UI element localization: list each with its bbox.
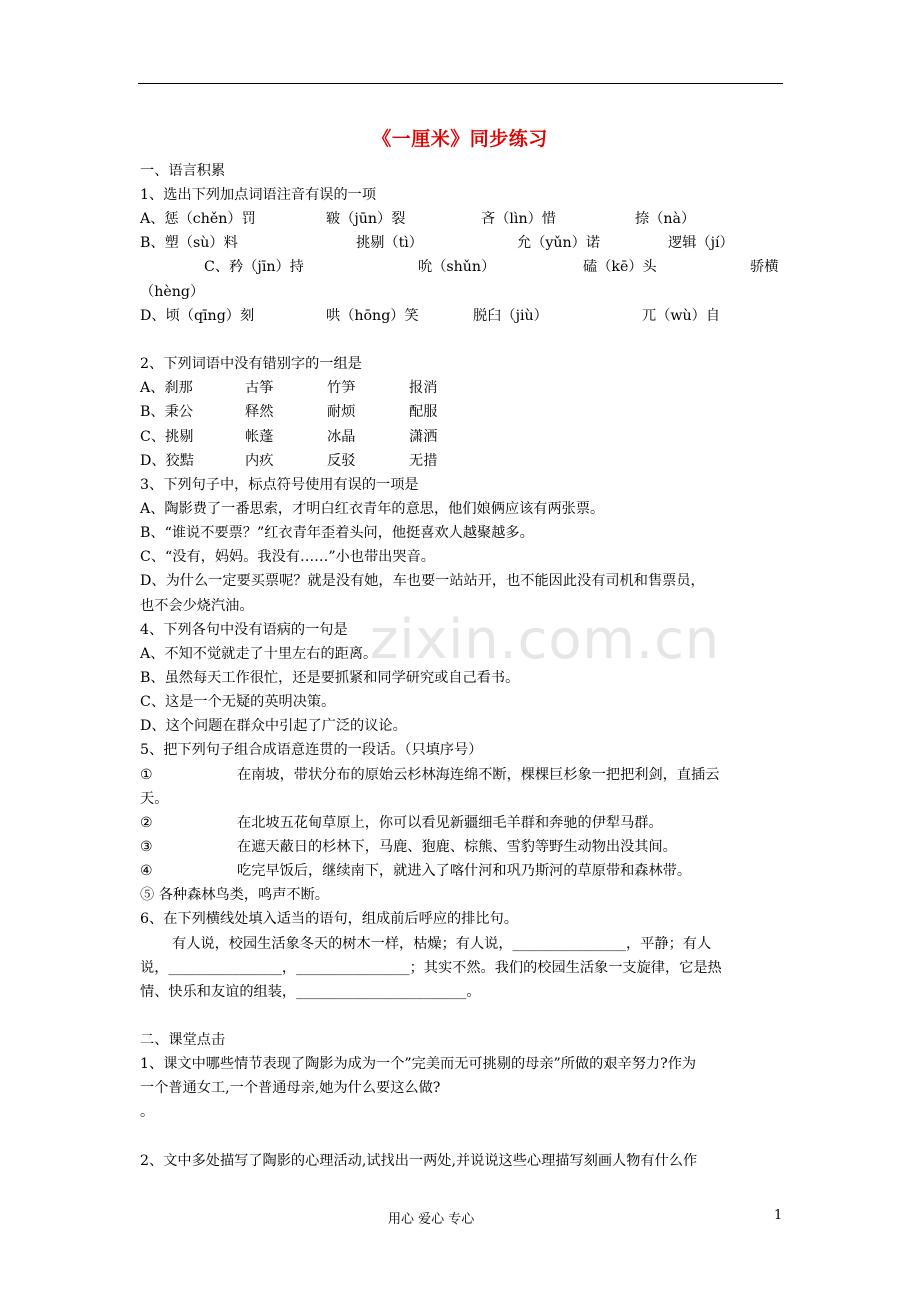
q2-a-3: 竹笋 (327, 380, 356, 396)
q4-option-d: D、这个问题在群众中引起了广泛的议论。 (140, 718, 407, 734)
q5-item-4-num: ④ (140, 863, 153, 879)
q3-option-d-line1: D、为什么一定要买票呢？就是没有她，车也要一站站开，也不能因此没有司机和售票员， (140, 573, 705, 589)
q2-c-4: 潇洒 (409, 429, 438, 445)
q3-option-d-line2: 也不会少烧汽油。 (140, 598, 254, 614)
q1-option-b-4: 逻辑（jí） (668, 235, 734, 251)
q2-a-1: A、刹那 (140, 380, 193, 396)
watermark: zixin.com.cn (370, 608, 721, 671)
q2-c-2: 帐蓬 (245, 429, 274, 445)
q3-option-b: B、“谁说不要票？”红衣青年歪着头问，他挺喜欢人越聚越多。 (140, 525, 534, 541)
page-number: 1 (774, 1208, 783, 1223)
question-3-stem: 3、下列句子中，标点符号使用有误的一项是 (140, 477, 419, 493)
q2-d-2: 内疚 (245, 453, 274, 469)
q6-line-1: 有人说，校园生活象冬天的树木一样，枯燥；有人说，________________，平静；有人 (172, 936, 712, 952)
q1-option-d-4: 兀（wù）自 (642, 308, 721, 324)
section-heading-2: 二、课堂点击 (140, 1032, 226, 1048)
q5-item-1-num: ① (140, 767, 153, 783)
q3-option-c: C、“没有，妈妈。我没有……”小也带出哭音。 (140, 549, 435, 565)
q4-option-a: A、不知不觉就走了十里左右的距离。 (140, 646, 378, 662)
q1-option-c-4: 骄横 (750, 259, 779, 275)
q1-option-c-2: 吮（shǔn） (418, 259, 496, 275)
question-4-stem: 4、下列各句中没有语病的一句是 (140, 622, 348, 638)
q2-d-3: 反驳 (327, 453, 356, 469)
footer-motto: 用心 爱心 专心 (388, 1212, 475, 1227)
question-5-stem: 5、把下列句子组合成语意连贯的一段话。（只填序号） (140, 742, 483, 758)
q1-option-a-4: 捺（nà） (635, 211, 696, 227)
q2-b-3: 耐烦 (327, 404, 356, 420)
q1-option-d-3: 脱臼（jiù） (473, 308, 548, 324)
q2-b-1: B、秉公 (140, 404, 193, 420)
q5-item-2-text: 在北坡五花甸草原上，你可以看见新疆细毛羊群和奔驰的伊犁马群。 (237, 815, 663, 831)
q2-b-2: 释然 (245, 404, 274, 420)
q2-d-4: 无措 (409, 453, 438, 469)
q2-c-1: C、挑剔 (140, 429, 194, 445)
q2-b-4: 配服 (409, 404, 438, 420)
s2-question-1-line2: 一个普通女工,一个普通母亲,她为什么要这么做? (140, 1080, 441, 1096)
q6-line-3: 情、快乐和友谊的组装，________________________。 (140, 984, 481, 1000)
q4-option-b: B、虽然每天工作很忙，还是要抓紧和同学研究或自己看书。 (140, 670, 520, 686)
q1-option-d-2: 哄（hōng）笑 (326, 308, 419, 324)
q1-option-b-1: B、塑（sù）料 (140, 235, 238, 251)
q5-item-2-num: ② (140, 815, 153, 831)
q2-c-3: 冰晶 (327, 429, 356, 445)
q5-item-5: ⑤ 各种森林鸟类，鸣声不断。 (140, 887, 329, 903)
q5-item-1-text: 在南坡，带状分布的原始云杉林海连绵不断，棵棵巨杉象一把把利剑，直插云 (237, 767, 720, 783)
q2-a-2: 古筝 (245, 380, 274, 396)
q1-option-b-3: 允（yǔn）诺 (517, 235, 601, 251)
q5-item-4-text: 吃完早饭后，继续南下，就进入了喀什河和巩乃斯河的草原带和森林带。 (237, 863, 692, 879)
q6-line-2: 说，________________，________________；其实不然。我们的校园生活象一支旋律，它是热 (140, 960, 722, 976)
q1-option-c-wrap: （hèng） (140, 284, 205, 300)
question-2-stem: 2、下列词语中没有错别字的一组是 (140, 356, 362, 372)
q5-item-3-num: ③ (140, 839, 153, 855)
q1-option-d-1: D、顷（qīng）刻 (140, 308, 255, 324)
q1-option-c-1: C、矜（jīn）持 (204, 259, 304, 275)
q1-option-a-1: A、惩（chěn）罚 (140, 211, 256, 227)
q1-option-b-2: 挑剔（tì） (356, 235, 423, 251)
document-title: 《一厘米》同步练习 (372, 128, 548, 150)
q2-d-1: D、狡黠 (140, 453, 194, 469)
q1-option-a-3: 吝（lìn）惜 (481, 211, 556, 227)
question-1-stem: 1、选出下列加点词语注音有误的一项 (140, 187, 377, 203)
s2-question-2-line1: 2、文中多处描写了陶影的心理活动,试找出一两处,并说说这些心理描写刻画人物有什么作 (140, 1153, 698, 1169)
section-heading-1: 一、语言积累 (140, 163, 226, 179)
header-rule (138, 83, 783, 84)
s2-question-1-line3: 。 (140, 1104, 155, 1120)
s2-question-1-line1: 1、课文中哪些情节表现了陶影为成为一个”完美而无可挑剔的母亲”所做的艰辛努力?作为 (140, 1056, 697, 1072)
question-6-stem: 6、在下列横线处填入适当的语句，组成前后呼应的排比句。 (140, 911, 518, 927)
q2-a-4: 报消 (409, 380, 438, 396)
q5-item-1-cont: 天。 (140, 791, 169, 807)
q4-option-c: C、这是一个无疑的英明决策。 (140, 694, 336, 710)
q3-option-a: A、陶影费了一番思索，才明白红衣青年的意思，他们娘俩应该有两张票。 (140, 501, 605, 517)
q5-item-3-text: 在遮天蔽日的杉林下，马鹿、狍鹿、棕熊、雪豹等野生动物出没其间。 (237, 839, 677, 855)
q1-option-c-3: 磕（kē）头 (583, 259, 657, 275)
q1-option-a-2: 皲（jūn）裂 (326, 211, 406, 227)
